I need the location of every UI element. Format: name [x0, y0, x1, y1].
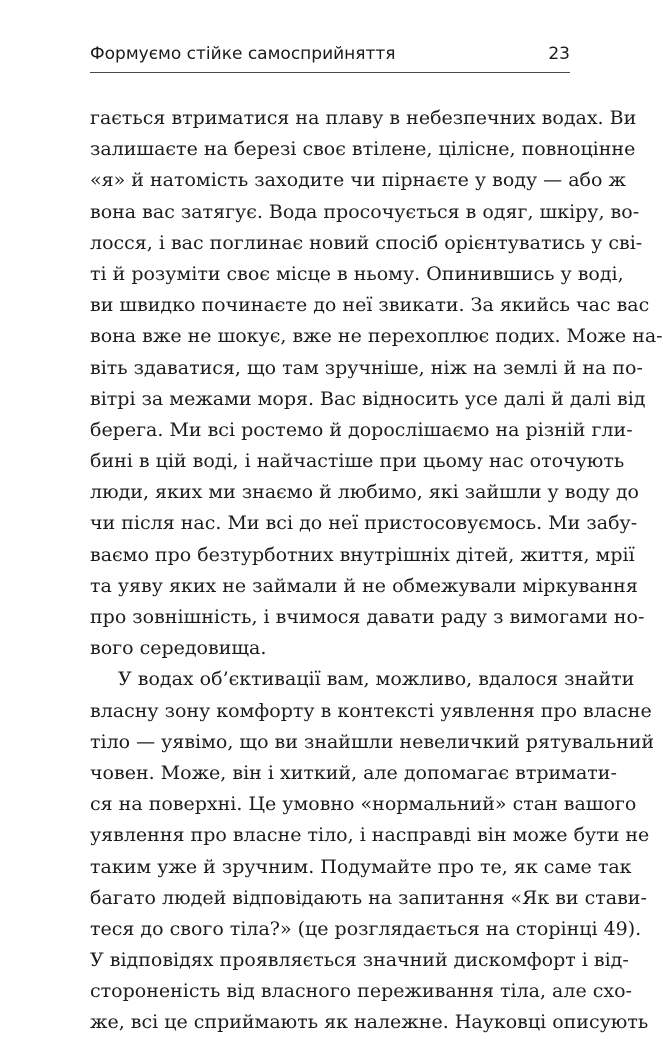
paragraph	[90, 103, 663, 664]
text-line: ваємо про безтурботних внутрішніх дітей, життя, мрії	[90, 543, 635, 566]
text-line: човен. Може, він і хиткий, але допомагає втримати-	[90, 761, 617, 784]
text-line: уявлення про власне тіло, і насправді він може бути не	[90, 824, 650, 847]
body-text	[90, 103, 663, 1039]
text-line: У водах об’єктивації вам, можливо, вдалося знайти	[118, 668, 635, 691]
text-line: таким уже й зручним. Подумайте про те, як саме так	[90, 855, 632, 878]
text-line: про зовнішність, і вчимося давати раду з вимогами но-	[90, 606, 645, 628]
text-line: вона вже не шокує, вже не перехоплює подих. Може на-	[90, 325, 663, 348]
text-line: «я» й натомість заходите чи пірнаєте у воду — або ж	[90, 169, 626, 192]
paragraph	[90, 664, 655, 1038]
text-line: люди, яких ми знаємо й любимо, які зайшли у воду до	[90, 481, 639, 504]
text-line: же, всі це сприймають як належне. Науковці описують	[90, 1011, 649, 1034]
text-line: У відповідях проявляється значний дискомфорт і від-	[90, 949, 629, 972]
text-line: віть здаватися, що там зручніше, ніж на землі й на по-	[90, 356, 643, 379]
text-line: теся до свого тіла?» (це розглядається на сторінці 49).	[90, 917, 642, 940]
text-line: вітрі за межами моря. Вас відносить усе далі й далі від	[90, 387, 646, 410]
text-line: ся на поверхні. Це умовно «нормальний» стан вашого	[90, 793, 637, 816]
text-line: лосся, і вас поглинає новий спосіб орієнтуватись у сві-	[90, 231, 643, 254]
text-line: залишаєте на березі своє втілене, цілісне, повноцінне	[90, 138, 636, 161]
text-line: чи після нас. Ми всі до неї пристосовуємось. Ми забу-	[90, 512, 638, 535]
header-rule	[90, 72, 570, 73]
text-line: ви швидко починаєте до неї звикати. За якийсь час вас	[90, 294, 650, 317]
text-line: вона вас затягує. Вода просочується в одяг, шкіру, во-	[90, 200, 640, 223]
page-number: 23	[548, 44, 570, 64]
text-line: тіло — уявімо, що ви знайшли невеличкий рятувальний	[90, 730, 655, 753]
text-line: та уяву яких не займали й не обмежували міркування	[90, 574, 638, 597]
text-line: ті й розуміти своє місце в ньому. Опинившись у воді,	[90, 262, 624, 285]
text-line: берега. Ми всі ростемо й дорослішаємо на різній гли-	[90, 418, 633, 441]
text-line: власну зону комфорту в контексті уявлення про власне	[90, 699, 652, 722]
running-title: Формуємо стійке самосприйняття	[90, 44, 396, 64]
text-line: бині в цій воді, і найчастіше при цьому нас оточують	[90, 450, 625, 473]
running-header	[90, 44, 570, 72]
text-line: вого середовища.	[90, 637, 267, 660]
text-line: багато людей відповідають на запитання «Як ви стави-	[90, 886, 647, 909]
text-line: стороненість від власного переживання тіла, але схо-	[90, 980, 632, 1003]
text-line: гається втриматися на плаву в небезпечних водах. Ви	[90, 107, 637, 129]
